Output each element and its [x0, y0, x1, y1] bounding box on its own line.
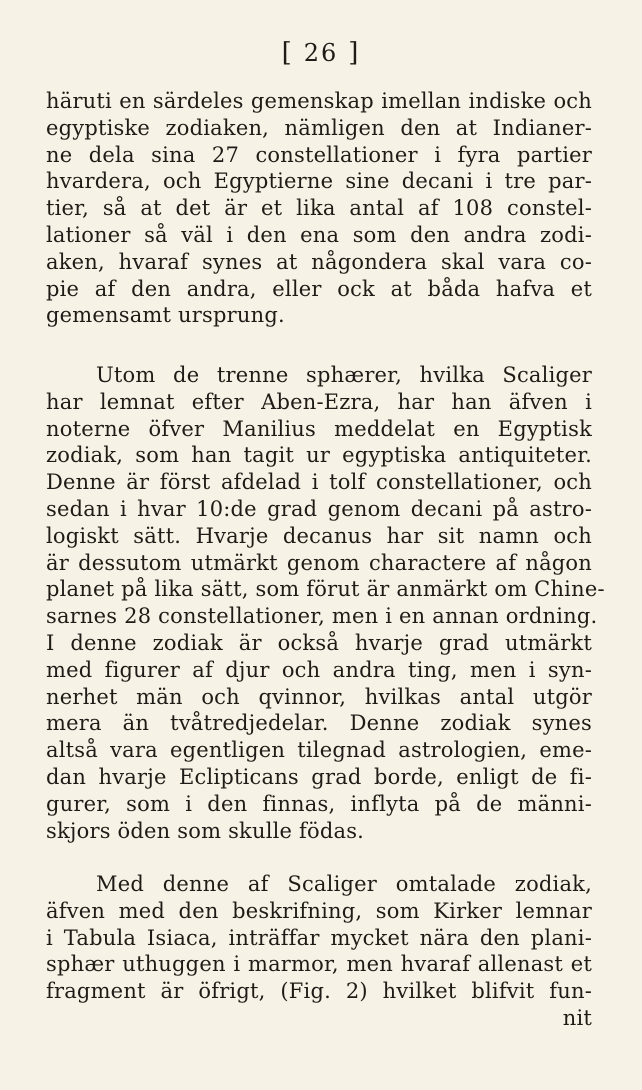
catchword: nit [562, 1005, 592, 1030]
text-line: har lemnat efter Aben-Ezra, har han äfven i [46, 389, 592, 414]
text-line: nerhet män och qvinnor, hvilkas antal utgör [46, 684, 592, 709]
paragraph-1 [46, 88, 592, 329]
text-line: gemensamt ursprung. [46, 303, 285, 328]
text-line: tier, så at det är et lika antal af 108 constel- [46, 196, 592, 221]
text-line: dan hvarje Eclipticans grad borde, enligt de fi- [46, 764, 592, 789]
page-number: 26 [303, 39, 339, 67]
text-line: lationer så väl i den ena som den andra zodi- [46, 222, 592, 247]
text-line: äfven med den beskrifning, som Kirker lemnar [46, 898, 592, 923]
text-line: logiskt sätt. Hvarje decanus har sit namn och [46, 523, 592, 548]
text-line: fragment är öfrigt, (Fig. 2) hvilket blifvit fun- [46, 979, 592, 1004]
text-line: sphær uthuggen i marmor, men hvaraf allenast et [46, 952, 592, 977]
text-line: mera än tvåtredjedelar. Denne zodiak synes [46, 711, 592, 736]
text-line: pie af den andra, eller ock at båda hafva et [46, 276, 592, 301]
text-line: noterne öfver Manilius meddelat en Egyptisk [46, 416, 592, 441]
text-line: hvardera, och Egyptierne sine decani i tre par- [46, 169, 592, 194]
text-line: häruti en särdeles gemenskap imellan indiske och [46, 89, 592, 113]
page-header [0, 38, 642, 68]
text-line: Med denne af Scaliger omtalade zodiak, [96, 872, 592, 896]
text-line: sedan i hvar 10:de grad genom decani på astro- [46, 496, 592, 521]
text-line: sarnes 28 constellationer, men i en annan ordning. [46, 604, 598, 629]
text-line: zodiak, som han tagit ur egyptiska antiquiteter. [46, 443, 592, 468]
text-line: ne dela sina 27 constellationer i fyra partier [46, 142, 592, 167]
text-line: gurer, som i den finnas, inflyta på de männi- [46, 791, 592, 816]
text-line: Utom de trenne sphærer, hvilka Scaliger [96, 363, 592, 387]
text-line: Denne är först afdelad i tolf constellationer, och [46, 470, 592, 495]
text-line: i Tabula Isiaca, inträffar mycket nära den plani- [46, 925, 592, 950]
text-line: planet på lika sätt, som förut är anmärkt om Chine- [46, 577, 605, 602]
text-line: skjors öden som skulle födas. [46, 818, 365, 843]
text-line: egyptiske zodiaken, nämligen den at Indianer- [46, 115, 592, 140]
text-line: med figurer af djur och andra ting, men i syn- [46, 657, 592, 682]
paragraph-2 [46, 362, 605, 844]
right-bracket: ] [348, 38, 361, 68]
text-line: I denne zodiak är också hvarje grad utmärkt [46, 630, 592, 655]
paragraph-3 [46, 871, 592, 1032]
text-line: är dessutom utmärkt genom charactere af någon [46, 550, 592, 575]
text-line: aken, hvaraf synes at någondera skal vara co- [46, 249, 592, 274]
left-bracket: [ [281, 38, 294, 68]
text-line: altså vara egentligen tilegnad astrologien, eme- [46, 738, 592, 763]
